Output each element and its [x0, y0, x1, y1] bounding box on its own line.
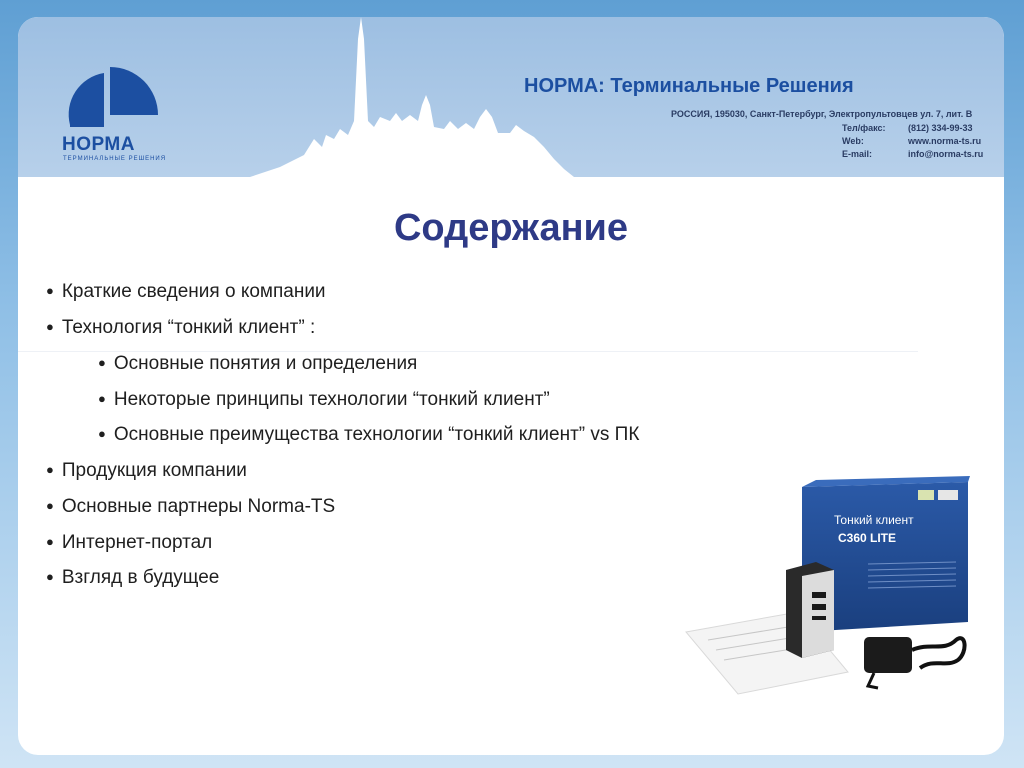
bullet-icon: ● — [98, 355, 106, 370]
contact-phone-value: (812) 334-99-33 — [908, 123, 973, 133]
bullet-icon: ● — [46, 498, 54, 513]
bullet-icon: ● — [46, 534, 54, 549]
bullet-icon: ● — [46, 462, 54, 477]
toc-subitem-text: Основные преимущества технологии “тонкий клиент” vs ПК — [113, 424, 640, 445]
thin-client-device — [786, 562, 834, 658]
logo-subtitle: ТЕРМИНАЛЬНЫЕ РЕШЕНИЯ — [63, 156, 167, 162]
contact-web-value[interactable]: www.norma-ts.ru — [908, 136, 982, 146]
toc-subitem — [98, 389, 550, 411]
toc-subitem — [98, 353, 417, 375]
bullet-icon: ● — [98, 426, 106, 441]
toc-item — [46, 532, 212, 554]
contact-email-value[interactable]: info@norma-ts.ru — [908, 149, 984, 159]
toc-item-text: Технология “тонкий клиент” : — [61, 317, 316, 338]
toc-item-text: Краткие сведения о компании — [61, 281, 326, 302]
power-adapter — [864, 637, 965, 688]
company-title: НОРМА: Терминальные Решения — [524, 75, 854, 97]
toc-item — [46, 496, 335, 518]
slide — [18, 17, 1004, 755]
toc-item — [46, 317, 315, 339]
toc-subitem — [98, 424, 639, 446]
toc-item — [46, 567, 219, 589]
logo-name: НОРМА — [62, 134, 135, 155]
bullet-icon: ● — [46, 283, 54, 298]
page-title: Содержание — [393, 207, 629, 249]
toc-item — [46, 460, 247, 482]
product-box-line2: C360 LITE — [838, 531, 897, 545]
toc-item-text: Продукция компании — [61, 460, 247, 481]
bullet-icon: ● — [46, 319, 54, 334]
toc-item-text: Интернет-портал — [61, 532, 213, 553]
product-box-line1: Тонкий клиент — [834, 513, 914, 527]
company-address: РОССИЯ, 195030, Санкт-Петербург, Электропультовцев ул. 7, лит. В — [671, 109, 973, 119]
product-image — [668, 472, 988, 712]
contact-web-label: Web: — [842, 136, 864, 146]
toc-item-text: Взгляд в будущее — [61, 567, 220, 588]
bullet-icon: ● — [46, 569, 54, 584]
bullet-icon: ● — [98, 391, 106, 406]
toc-item-text: Основные партнеры Norma-TS — [61, 496, 336, 517]
toc-item — [46, 281, 326, 303]
contact-phone-label: Тел/факс: — [842, 123, 886, 133]
toc-subitem-text: Некоторые принципы технологии “тонкий клиент” — [113, 389, 550, 410]
toc-subitem-text: Основные понятия и определения — [113, 353, 418, 374]
contact-email-label: E-mail: — [842, 149, 873, 159]
